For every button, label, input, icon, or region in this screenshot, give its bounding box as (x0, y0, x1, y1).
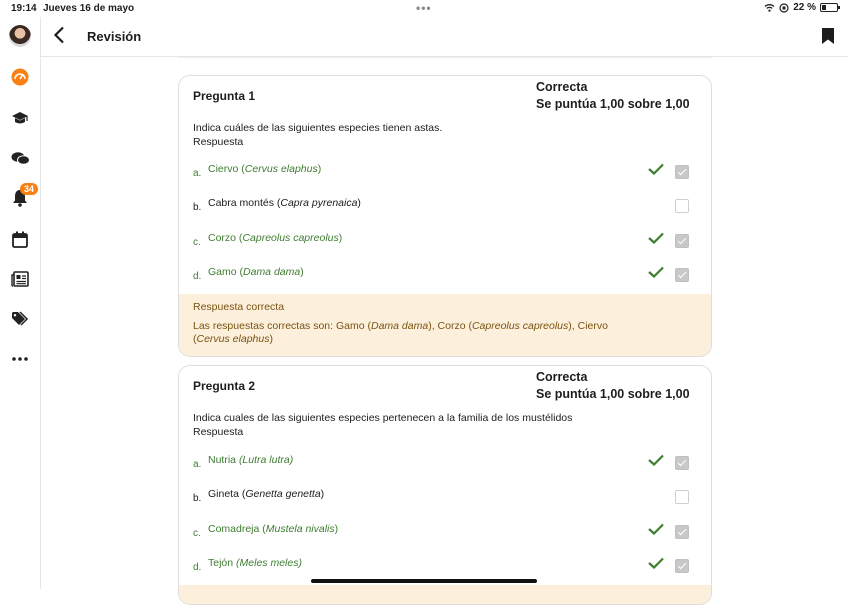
home-indicator[interactable] (311, 579, 537, 583)
option-label: Gamo (Dama dama) (208, 266, 304, 278)
option-letter: b. (193, 202, 202, 213)
more-icon[interactable] (10, 349, 30, 369)
question-prompt: Indica cuales de las siguientes especies pertenecen a la familia de los mustélidos (193, 412, 573, 424)
battery-icon (820, 3, 838, 12)
page-title: Revisión (87, 29, 142, 44)
correct-check-icon (648, 557, 664, 572)
option-label: Cabra montés (Capra pyrenaica) (208, 197, 361, 209)
question-state (536, 79, 690, 113)
correct-check-icon (648, 266, 664, 281)
status-bar (0, 0, 848, 17)
answer-option[interactable] (193, 163, 699, 183)
feedback-title: Respuesta correcta (193, 301, 285, 313)
sidebar (0, 17, 41, 589)
feedback-panel (179, 585, 712, 605)
option-letter: d. (193, 562, 202, 573)
option-checkbox[interactable] (675, 490, 689, 504)
score-label: Se puntúa 1,00 sobre 1,00 (536, 387, 690, 401)
feedback-panel (179, 294, 712, 357)
option-letter: a. (193, 168, 202, 179)
wifi-icon (764, 3, 775, 12)
calendar-icon[interactable] (10, 229, 30, 249)
question-title: Pregunta 1 (193, 89, 256, 103)
multitask-dots-icon[interactable]: ••• (416, 1, 432, 15)
battery-percent: 22 % (793, 2, 816, 13)
option-checkbox[interactable] (675, 234, 689, 248)
question-state (536, 369, 690, 403)
answer-option[interactable] (193, 266, 699, 286)
status-right (764, 2, 838, 13)
option-letter: c. (193, 528, 201, 539)
option-checkbox[interactable] (675, 525, 689, 539)
tags-icon[interactable] (10, 309, 30, 329)
state-label: Correcta (536, 370, 588, 384)
correct-check-icon (648, 232, 664, 247)
correct-check-icon (648, 454, 664, 469)
question-text (193, 121, 442, 149)
option-label: Corzo (Capreolus capreolus) (208, 232, 343, 244)
option-letter: b. (193, 493, 202, 504)
option-letter: a. (193, 459, 202, 470)
orientation-lock-icon (779, 3, 789, 13)
option-label: Tejón (Meles meles) (208, 557, 302, 569)
option-letter: c. (193, 237, 201, 248)
answer-option[interactable] (193, 232, 699, 252)
status-time: 19:14 (11, 3, 37, 14)
state-label: Correcta (536, 80, 588, 94)
answer-label: Respuesta (193, 426, 244, 438)
option-letter: d. (193, 271, 202, 282)
answer-option[interactable] (193, 523, 699, 543)
feedback-text: Las respuestas correctas son: Gamo (Dama dama), Corzo (Capreolus capreolus), Ciervo (Cervus elaphus) (193, 320, 608, 345)
option-checkbox[interactable] (675, 199, 689, 213)
score-label: Se puntúa 1,00 sobre 1,00 (536, 97, 690, 111)
answer-option[interactable] (193, 557, 699, 577)
back-icon[interactable] (53, 26, 65, 49)
status-date: Jueves 16 de mayo (43, 3, 135, 14)
header (41, 17, 848, 57)
news-icon[interactable] (10, 269, 30, 289)
bookmark-icon[interactable] (821, 27, 835, 50)
correct-check-icon (648, 163, 664, 178)
option-label: Nutria (Lutra lutra) (208, 454, 294, 466)
dashboard-icon[interactable] (10, 67, 30, 87)
courses-icon[interactable] (10, 108, 30, 128)
answer-option[interactable] (193, 197, 699, 217)
option-label: Comadreja (Mustela nivalis) (208, 523, 339, 535)
option-label: Ciervo (Cervus elaphus) (208, 163, 322, 175)
correct-check-icon (648, 523, 664, 538)
question-title: Pregunta 2 (193, 379, 256, 393)
question-card (178, 75, 712, 357)
option-checkbox[interactable] (675, 559, 689, 573)
option-checkbox[interactable] (675, 165, 689, 179)
previous-card-edge (178, 57, 712, 58)
answer-option[interactable] (193, 454, 699, 474)
option-label: Gineta (Genetta genetta) (208, 488, 325, 500)
question-card (178, 365, 712, 605)
avatar[interactable] (9, 25, 31, 47)
option-checkbox[interactable] (675, 268, 689, 282)
question-prompt: Indica cuáles de las siguientes especies tienen astas. (193, 122, 443, 134)
answer-label: Respuesta (193, 136, 244, 148)
notification-badge: 34 (20, 183, 38, 195)
messages-icon[interactable] (10, 148, 30, 168)
answer-option[interactable] (193, 488, 699, 508)
question-text (193, 411, 572, 439)
option-checkbox[interactable] (675, 456, 689, 470)
